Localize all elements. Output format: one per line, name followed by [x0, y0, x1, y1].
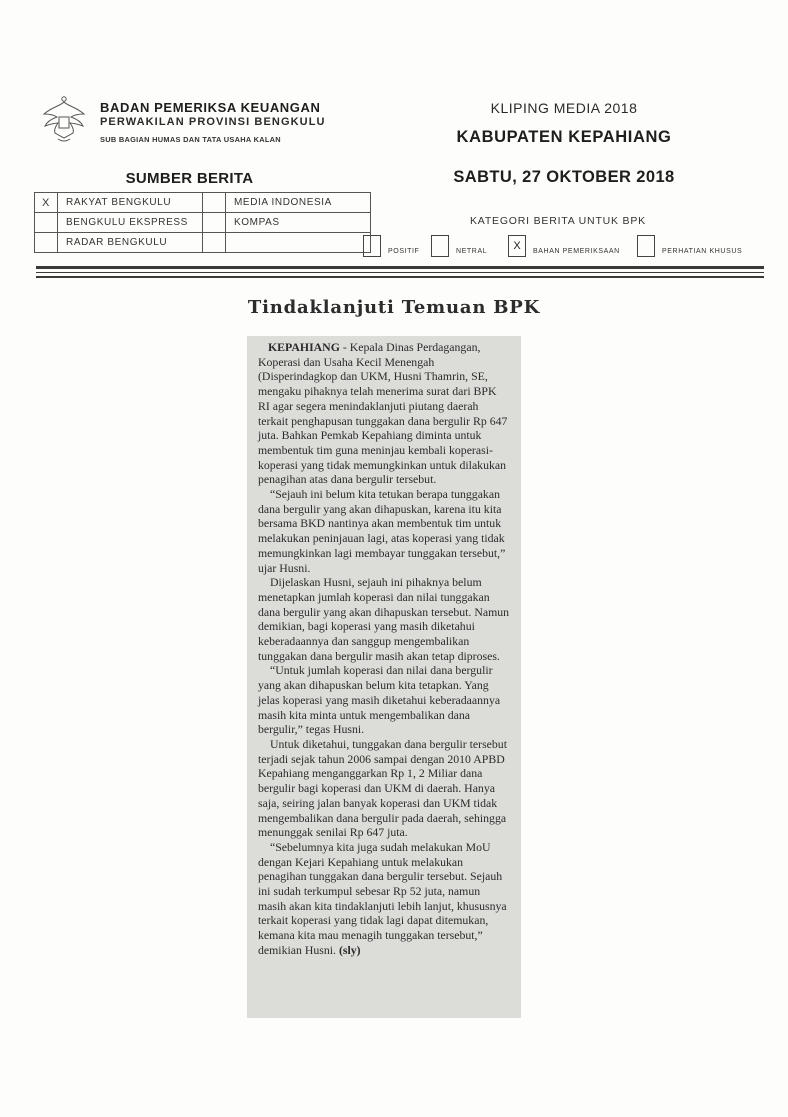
source-name [226, 233, 371, 253]
sumber-berita-title: SUMBER BERITA [125, 170, 254, 187]
source-mark [203, 213, 226, 233]
article-dateline: KEPAHIANG [268, 340, 340, 354]
article-body [258, 340, 510, 958]
article-paragraph: “Sejauh ini belum kita tetukan berapa tunggakan dana bergulir yang akan dihapuskan, karena itu kita bersama BKD nantinya akan membentuk tim untuk melakukan peninjauan lagi, atas koperasi yang tidak memungkinkan lagi membayar tunggakan tersebut,” ujar Husni. [258, 487, 506, 575]
source-mark [35, 213, 58, 233]
article-signoff: (sly) [338, 942, 361, 957]
organisation-header [100, 100, 326, 147]
kliping-title: KLIPING MEDIA 2018 [490, 100, 638, 116]
article-paragraph-text: “Sebelumnya kita juga sudah melakukan MoU dengan Kejari Kepahiang untuk melakukan penagihan tunggakan dana bergulir tersebut. Sejauh ini sudah terkumpul sebesar Rp 52 juta, namun masih akan kita tindaklanjuti lebih lanjut, khususnya terkait koperasi yang tidak lagi dapat ditemukan, kemana kita mau menagih tunggakan tersebut,” demikian Husni. [258, 839, 507, 957]
category-perhatian-khusus [637, 235, 742, 257]
table-row [35, 193, 371, 213]
source-table [34, 192, 371, 253]
source-mark [35, 233, 58, 253]
category-label: BAHAN PEMERIKSAAN [533, 248, 620, 255]
source-name: BENGKULU EKSPRESS [58, 213, 203, 233]
category-checkbox [431, 235, 449, 257]
article-paragraph [258, 340, 510, 487]
article-paragraph: Dijelaskan Husni, sejauh ini pihaknya belum menetapkan jumlah koperasi dan nilai tunggakan dana bergulir yang akan dihapuskan tersebut. Namun demikian, bagi koperasi yang masih diketahui keberadaannya dan sanggup mengembalikan tunggakan dana bergulir masih akan tetap diproses. [258, 575, 510, 663]
source-mark: X [35, 193, 58, 213]
divider [36, 266, 764, 269]
table-row [35, 213, 371, 233]
category-checkbox [637, 235, 655, 257]
org-name: BADAN PEMERIKSA KEUANGAN [100, 100, 321, 115]
article-paragraph: “Untuk jumlah koperasi dan nilai dana bergulir yang akan dihapuskan belum kita tetapkan. Yang jelas koperasi yang masih diketahui keberadaannya masih kita minta untuk mengembalikan dana bergulir,” tegas Husni. [258, 663, 501, 737]
date-title: SABTU, 27 OKTOBER 2018 [453, 168, 675, 186]
source-mark [203, 193, 226, 213]
source-name: KOMPAS [226, 213, 371, 233]
org-branch: PERWAKILAN PROVINSI BENGKULU [100, 116, 326, 128]
org-subdivision: SUB BAGIAN HUMAS DAN TATA USAHA KALAN [100, 135, 281, 144]
divider [36, 276, 764, 278]
source-name: MEDIA INDONESIA [226, 193, 371, 213]
divider [36, 272, 764, 273]
category-checkbox [363, 235, 381, 257]
table-row [35, 233, 371, 253]
kategori-title: KATEGORI BERITA UNTUK BPK [470, 215, 646, 227]
source-mark [203, 233, 226, 253]
article-headline: Tindaklanjuti Temuan BPK [247, 297, 541, 318]
category-label: POSITIF [388, 248, 420, 255]
category-positif [363, 235, 419, 257]
category-netral [431, 235, 487, 257]
category-bahan-pemeriksaan [508, 235, 620, 257]
article-paragraph [258, 840, 510, 958]
garuda-emblem-icon [34, 92, 94, 152]
article-paragraph: Untuk diketahui, tunggakan dana bergulir tersebut terjadi sejak tahun 2006 sampai dengan 2010 APBD Kepahiang menganggarkan Rp 1, 2 Miliar dana bergulir bagi koperasi dan UKM di daerah. Hanya saja, seiring jalan banyak koperasi dan UKM tidak mengembalikan dana bergulir pada daerah, sehingga menunggak senilai Rp 647 juta. [258, 736, 507, 840]
category-label: PERHATIAN KHUSUS [662, 248, 743, 255]
kabupaten-title: KABUPATEN KEPAHIANG [456, 128, 672, 146]
source-name: RADAR BENGKULU [58, 233, 203, 253]
category-label: NETRAL [456, 248, 488, 255]
category-checkbox: X [508, 235, 526, 257]
article-paragraph-text: - Kepala Dinas Perdagangan, Koperasi dan Usaha Kecil Menengah (Disperindagkop dan UKM, Husni Thamrin, SE, mengaku pihaknya telah menerima surat dari BPK RI agar segera menindaklanjuti piutang daerah terkait penghapusan tunggakan dana bergulir Rp 647 juta. Bahkan Pemkab Kepahiang diminta untuk membentuk tim guna meninjau kembali koperasi-koperasi yang tidak memungkinkan untuk dilakukan penagihan atas dana bergulir tersebut. [258, 340, 508, 487]
source-name: RAKYAT BENGKULU [58, 193, 203, 213]
